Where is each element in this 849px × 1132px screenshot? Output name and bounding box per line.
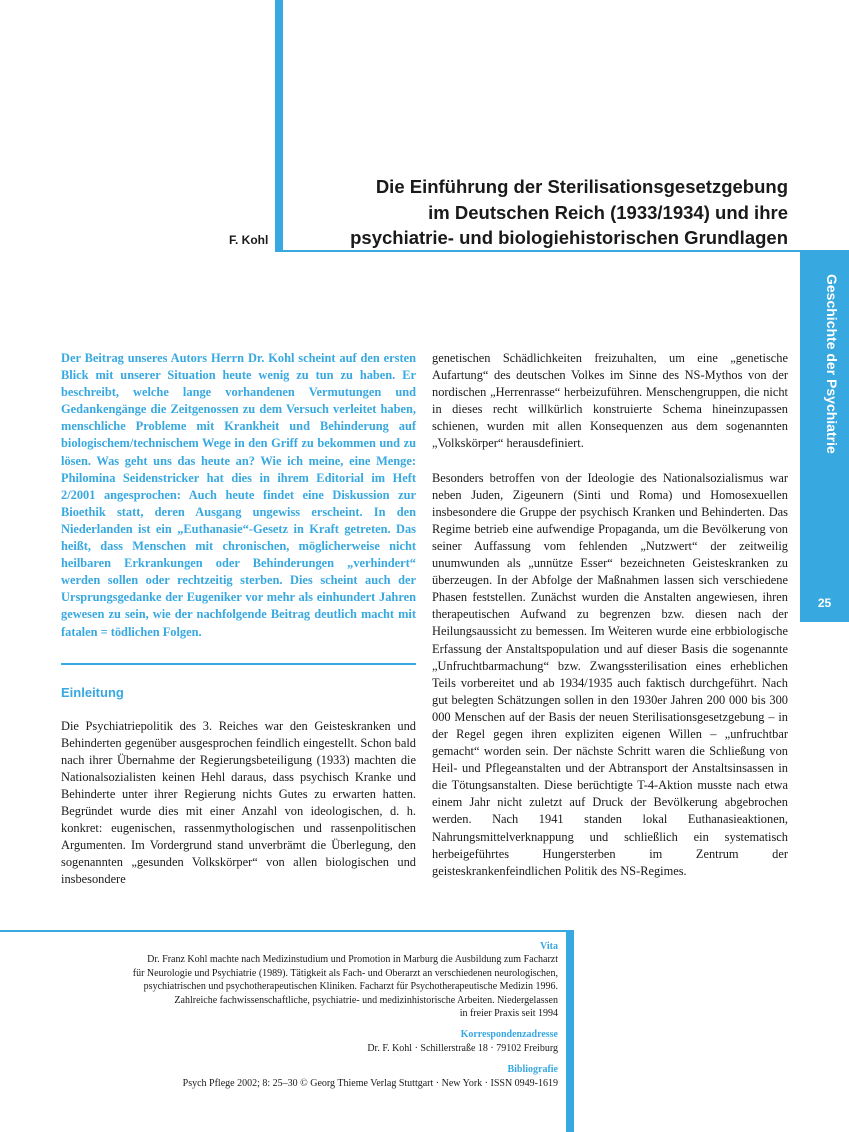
left-column <box>61 350 416 889</box>
body-paragraph: Besonders betroffen von der Ideologie des Nationalsozialismus war neben Juden, Zigeunern (Sinti und Roma) und Homosexuellen insbesondere die Gruppe der psychisch Kranken und Behinderten. Das Regime betrieb eine aufwendige Propaganda, um die Bevölkerung von seiner Auffassung vom fehlenden „Nutzwert“ der zeitweilig unumwunden als „unnütze Esser“ bezeichneten Geisteskranken zu überzeugen. In der Abfolge der Maßnahmen lassen sich verschiedene Phasen feststellen. Zunächst wurden die Anstalten angewiesen, ihren therapeutischen Aufwand zu begrenzen bzw. diesen nach der Heilungsaussicht zu bemessen. Im Weiteren wurde eine erbbiologische Erfassung der Anstaltspopulation und auf dieser Basis die sogenannte „Unfruchtbarmachung“ bzw. Zwangssterilisation eines erheblichen Teils vorbereitet und ab 1934/1935 auch faktisch durchgeführt. Nach gut belegten Schätzungen sollen in den 1930er Jahren 200 000 bis 300 000 Menschen auf der Basis der neuen Sterilisationsgesetzgebung – in der Regel gegen ihren expliziten eigenen Willen – „unfruchtbar gemacht“ worden sein. Der nächste Schritt waren die Schließung von Heil- und Pflegeanstalten und der Abtransport der Anstaltsinsassen in die Tötungsanstalten. Diese berüchtigte T-4-Aktion musste nach etwa einem Jahr nicht zuletzt auf Druck der Bevölkerung abgebrochen werden. Nach 1941 standen lokal Euthanasieaktionen, Nahrungsmittelverknappung und schließlich ein systematisch herbeigeführtes Hungersterben im Zentrum der geisteskrankenfeindlichen Politik des NS-Regimes. <box>432 470 788 878</box>
vita-line: Dr. Franz Kohl machte nach Medizinstudium und Promotion in Marburg die Ausbildung zum Facharzt <box>147 954 558 966</box>
vita-line: in freier Praxis seit 1994 <box>459 1008 558 1020</box>
section-tab-label: Geschichte der Psychiatrie <box>824 274 840 454</box>
intro-paragraph: Der Beitrag unseres Autors Herrn Dr. Kohl scheint auf den ersten Blick mit unserer Situation heute wenig zu tun zu haben. Er beschreibt, welche lange vorhandenen Vermutungen und Gedankengänge die Zeitgenossen zu dem Versuch verleitet haben, menschliche Probleme mit Krankheit und Behinderung auf biologischem/technischem Wege in den Griff zu bekommen und zu lösen. Was geht uns das heute an? Wie ich meine, eine Menge: Philomina Seidenstricker hat dies in ihrem Editorial im Heft 2/2001 angesprochen: Auch heute findet eine Diskussion zur Bioethik statt, deren Ausgang ungewiss erscheint. In den Niederlanden ist ein „Euthanasie“-Gesetz in Kraft getreten. Das heißt, dass Menschen mit chronischen, möglicherweise nicht heilbaren Erkrankungen oder Behinderungen „verhindert“ werden sollen oder rechtzeitig sterben. Dies scheint auch der Ursprungsgedanke der Eugeniker vor mehr als einhundert Jahren gewesen zu sein, wie der nachfolgende Beitrag deutlich macht mit fatalen = tödlichen Folgen. <box>61 351 416 639</box>
address-heading: Korrespondenzadresse <box>460 1029 558 1041</box>
author-name: F. Kohl <box>229 233 269 247</box>
article-title <box>308 174 788 251</box>
bibliography-text: Psych Pflege 2002; 8: 25–30 © Georg Thieme Verlag Stuttgart · New York · ISSN 0949-1619 <box>182 1077 558 1089</box>
footer-rule <box>0 930 574 932</box>
vita-heading: Vita <box>540 941 558 952</box>
body-paragraph: genetischen Schädlichkeiten freizuhalten, um eine „genetische Aufartung“ des deutschen Volkes im Sinne des NS-Mythos von der nordischen „Herrenrasse“ herbeizuführen. Menschengruppen, die nicht in dieses recht willkürlich konstruierte Schema hineinzupassen schienen, wurden mit allen Konsequenzen aus dem sogenannten „Volkskörper“ herausdefiniert. <box>432 351 788 451</box>
bibliography-heading: Bibliografie <box>507 1064 558 1076</box>
vita-line: Zahlreiche fachwissenschaftliche, psychiatrie- und medizinhistorische Arbeiten. Niedergelassen <box>174 994 558 1006</box>
header-accent-bar <box>275 0 283 251</box>
vita-line: psychiatrischen und psychotherapeutischen Kliniken. Facharzt für Psychotherapeutische Medizin 1996. <box>143 981 558 993</box>
article-footer <box>60 940 558 1090</box>
correspondence-address: Dr. F. Kohl · Schillerstraße 18 · 79102 Freiburg <box>367 1042 558 1054</box>
intro-divider <box>61 663 416 665</box>
title-line: Die Einführung der Sterilisationsgesetzgebung <box>375 176 788 197</box>
right-column <box>432 350 788 880</box>
title-line: psychiatrie- und biologiehistorischen Grundlagen <box>350 227 788 248</box>
body-paragraph: Die Psychiatriepolitik des 3. Reiches war den Geisteskranken und Behinderten gegenüber ausgesprochen feindlich eingestellt. Schon bald nach ihrer Übernahme der Regierungsbeteiligung (1933) machten die Nationalsozialisten keinen Hehl daraus, dass psychisch Kranke und Behinderte unter ihrer Regierung nichts Gutes zu erwarten hatten. Begründet wurde dies mit einer Anzahl von ideologischen, d. h. konkret: eugenischen, rassenmythologischen und rassenpolitischen Argumenten. Im Vordergrund stand unverbrämt die Überlegung, den sogenannten „gesunden Volkskörper“ von allen biologischen und insbesondere <box>61 718 416 887</box>
title-line: im Deutschen Reich (1933/1934) und ihre <box>428 201 788 223</box>
vita-line: für Neurologie und Psychiatrie (1989). Tätigkeit als Fach- und Oberarzt an verschiedenen neurologischen, <box>132 967 558 979</box>
vita-text <box>60 953 558 1020</box>
footer-accent-bar <box>566 930 574 1132</box>
page-number: 25 <box>817 596 832 610</box>
section-tab <box>800 252 849 622</box>
section-heading: Einleitung <box>61 684 124 700</box>
